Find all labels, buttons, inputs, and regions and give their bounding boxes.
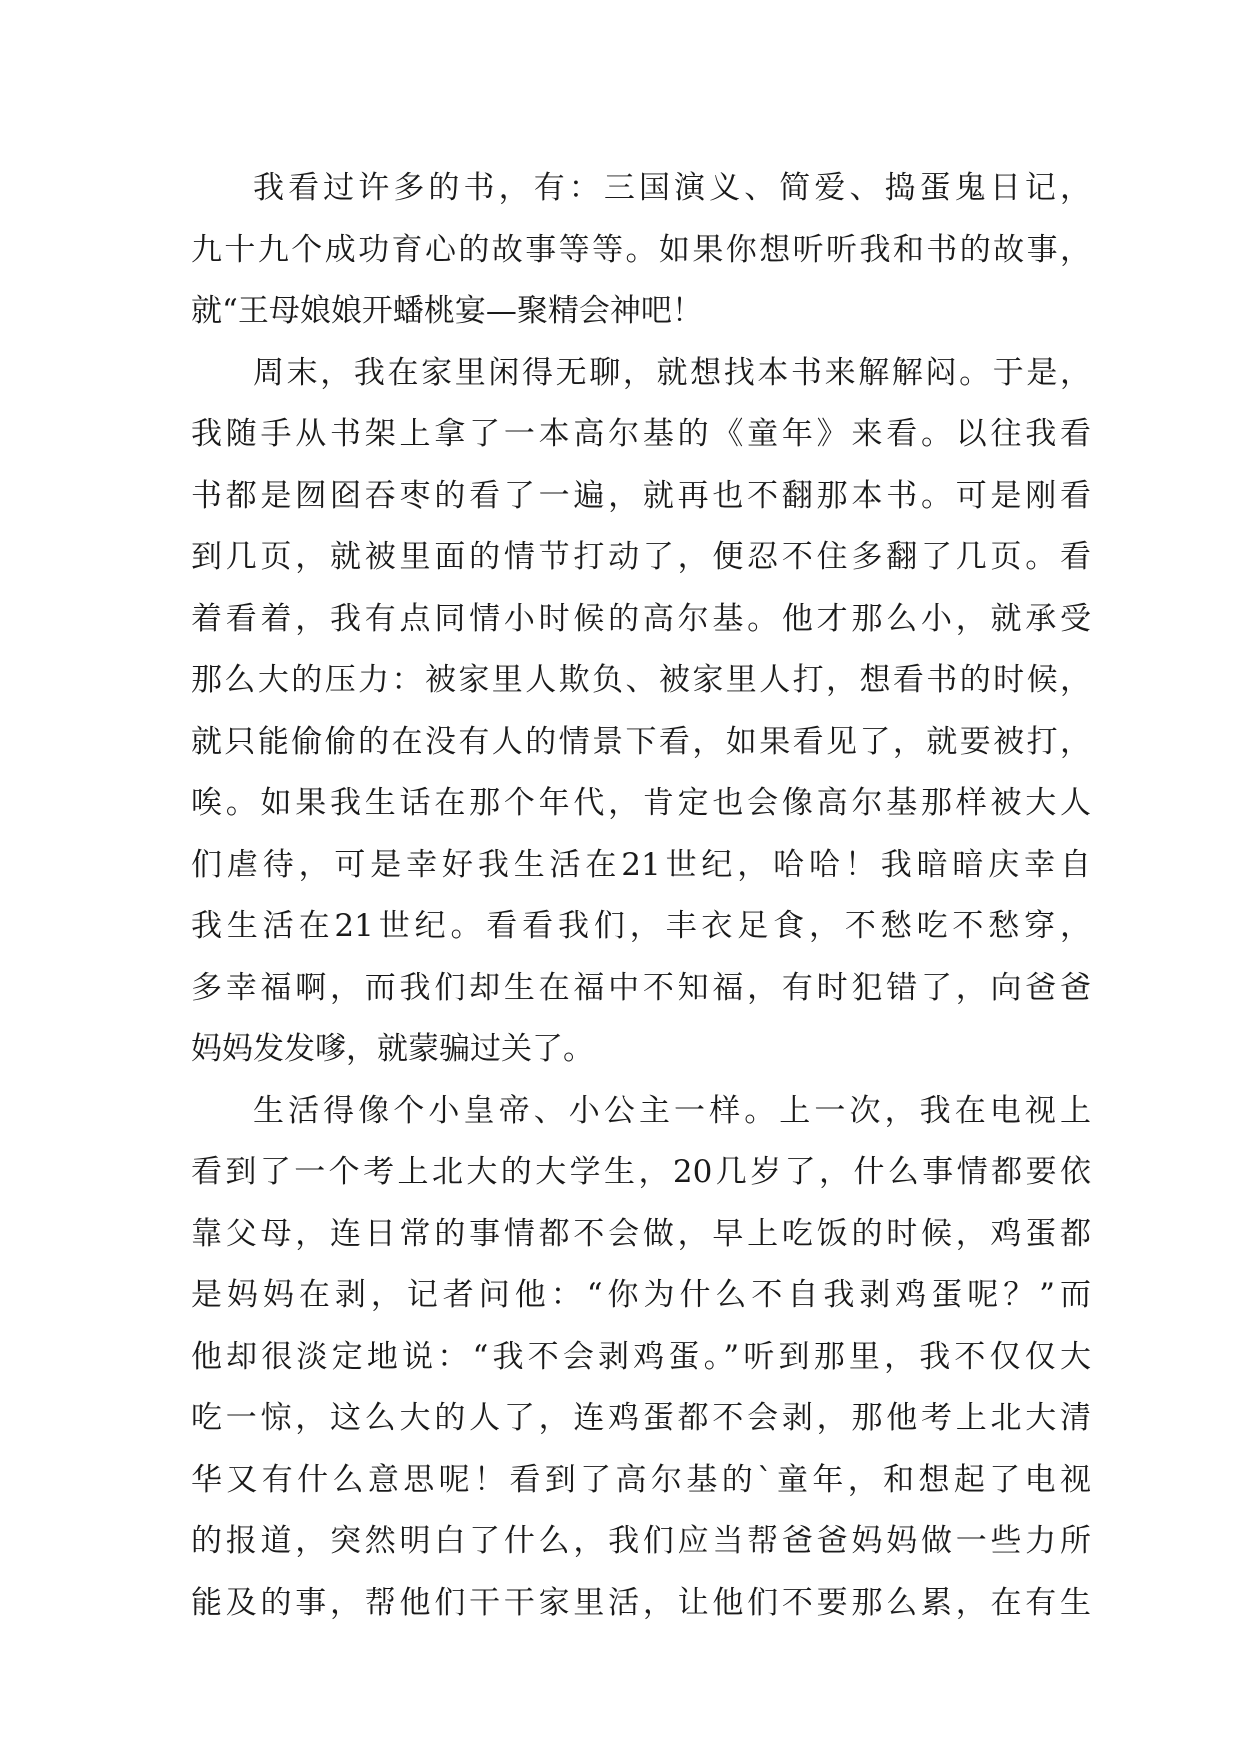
text-line: 书都是囫囵吞枣的看了一遍，就再也不翻那本书。可是刚看 bbox=[191, 477, 1091, 514]
text-line: 就“王母娘娘开蟠桃宴—聚精会神吧！ bbox=[191, 293, 703, 329]
text-line: 唉。如果我生话在那个年代，肯定也会像高尔基那样被大人 bbox=[191, 785, 1091, 821]
text-line: 生活得像个小皇帝、小公主一样。上一次，我在电视上 bbox=[253, 1092, 1091, 1129]
text-line: 是妈妈在剥，记者问他：“你为什么不自我剥鸡蛋呢？”而 bbox=[191, 1277, 1091, 1313]
text-line: 妈妈发发嗲，就蒙骗过关了。 bbox=[191, 1031, 594, 1067]
text-line: 吃一惊，这么大的人了，连鸡蛋都不会剥，那他考上北大清 bbox=[191, 1400, 1091, 1436]
text-line: 我随手从书架上拿了一本高尔基的《童年》来看。以往我看 bbox=[191, 416, 1091, 452]
body-text bbox=[191, 158, 1091, 1634]
text-line: 着看着，我有点同情小时候的高尔基。他才那么小，就承受 bbox=[191, 600, 1091, 637]
text-line: 那么大的压力：被家里人欺负、被家里人打，想看书的时候， bbox=[191, 662, 1091, 698]
text-line: 看到了一个考上北大的大学生，20几岁了，什么事情都要依 bbox=[191, 1154, 1091, 1190]
text-line: 华又有什么意思呢！看到了高尔基的`童年，和想起了电视 bbox=[191, 1461, 1091, 1498]
text-line: 能及的事，帮他们干干家里活，让他们不要那么累，在有生 bbox=[191, 1584, 1091, 1621]
text-line: 的报道，突然明白了什么，我们应当帮爸爸妈妈做一些力所 bbox=[191, 1523, 1091, 1559]
text-line: 九十九个成功育心的故事等等。如果你想听听我和书的故事， bbox=[191, 231, 1091, 268]
text-line: 们虐待，可是幸好我生活在21世纪，哈哈！我暗暗庆幸自 bbox=[191, 846, 1091, 883]
text-line: 多幸福啊，而我们却生在福中不知福，有时犯错了，向爸爸 bbox=[191, 969, 1091, 1006]
text-line: 他却很淡定地说：“我不会剥鸡蛋。”听到那里，我不仅仅大 bbox=[191, 1338, 1091, 1375]
text-line: 就只能偷偷的在没有人的情景下看，如果看见了，就要被打， bbox=[191, 723, 1091, 760]
text-line: 靠父母，连日常的事情都不会做，早上吃饭的时候，鸡蛋都 bbox=[191, 1215, 1091, 1252]
text-line: 我生活在21世纪。看看我们，丰衣足食，不愁吃不愁穿， bbox=[191, 908, 1091, 944]
text-line: 周末，我在家里闲得无聊，就想找本书来解解闷。于是， bbox=[253, 354, 1091, 391]
text-line: 我看过许多的书，有：三国演义、简爱、捣蛋鬼日记， bbox=[253, 170, 1091, 206]
text-line: 到几页，就被里面的情节打动了，便忍不住多翻了几页。看 bbox=[191, 539, 1091, 575]
